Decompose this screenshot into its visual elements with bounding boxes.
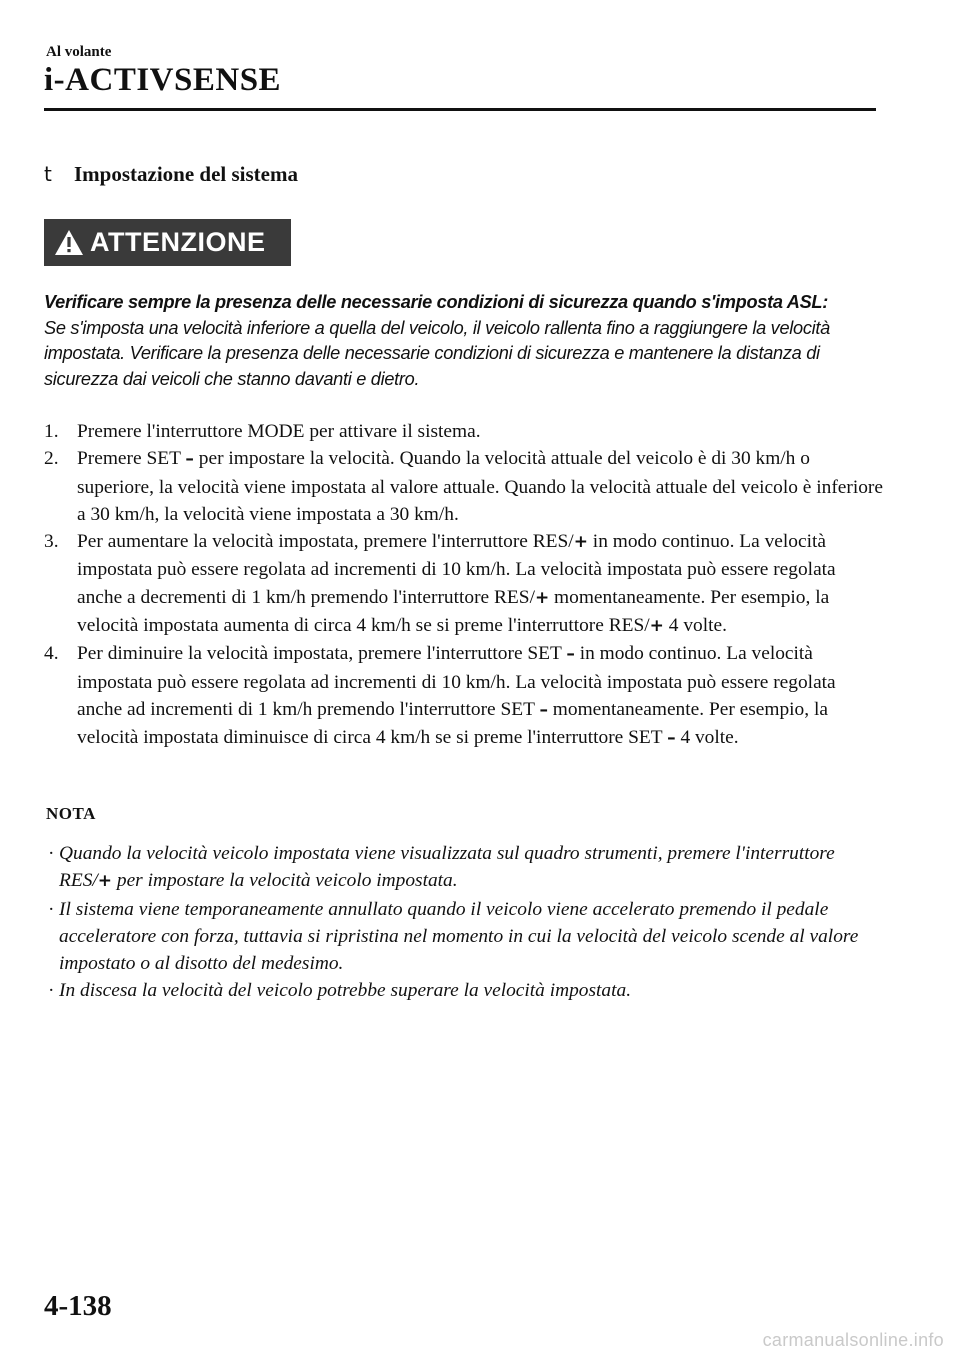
warning-body: Se s'imposta una velocità inferiore a quella del veicolo, il veicolo rallenta fino a raggiungere la velocità impostata. Verificare la presenza delle necessarie condizioni di sicurezza e mantenere la distanza di sicurezza dai veicoli che stanno davanti e dietro. xyxy=(44,317,830,389)
minus-icon: – xyxy=(539,699,548,720)
list-item xyxy=(44,445,884,528)
note-text: Quando la velocità veicolo impostata viene visualizzata sul quadro strumenti, premere l'interruttore RES/ xyxy=(59,843,835,892)
step-text: 4 volte. xyxy=(663,615,727,637)
step-text: Per aumentare la velocità impostata, premere l'interruttore RES/ xyxy=(77,531,574,553)
step-text: momentaneamente. Per esempio, la velocità impostata diminuisce di circa 4 km/h se si preme l'interruttore SET xyxy=(77,698,828,749)
note-text: In discesa la velocità del veicolo potrebbe superare la velocità impostata. xyxy=(59,980,632,1002)
subheading-marker: t xyxy=(44,162,52,186)
warning-banner xyxy=(44,219,291,266)
section-title: i-ACTIVSENSE xyxy=(44,62,282,98)
step-text: Premere l'interruttore MODE per attivare il sistema. xyxy=(77,421,481,442)
page-number: 4-138 xyxy=(44,1290,112,1322)
step-number: 1. xyxy=(44,421,59,442)
minus-icon: – xyxy=(185,449,194,470)
step-text: 4 volte. xyxy=(675,727,739,749)
step-text: momentaneamente. Per esempio, la velocità impostata aumenta di circa 4 km/h se si preme l'interruttore RES/ xyxy=(77,586,830,637)
plus-icon: + xyxy=(649,616,664,637)
list-item xyxy=(44,896,884,978)
plus-icon: + xyxy=(573,532,588,553)
list-item xyxy=(44,840,884,896)
step-number: 4. xyxy=(44,643,59,665)
step-text: per impostare la velocità. Quando la velocità attuale del veicolo è di 30 km/h o superiore, la velocità viene impostata al valore attuale. Quando la velocità attuale del veicolo è inferiore a 30 km/h, la velocità viene impostata a 30 km/h. xyxy=(77,448,883,525)
bullet-icon: · xyxy=(48,980,55,1002)
plus-icon: + xyxy=(97,871,113,892)
nota-label: NOTA xyxy=(46,804,96,823)
list-item xyxy=(44,977,884,1004)
warning-lead: Verificare sempre la presenza delle necessarie condizioni di sicurezza quando s'imposta ASL: xyxy=(44,292,828,312)
step-text: Per diminuire la velocità impostata, premere l'interruttore SET xyxy=(77,643,567,665)
note-text: Il sistema viene temporaneamente annullato quando il veicolo viene accelerato premendo il pedale acceleratore con forza, tuttavia si ripristina nel momento in cui la velocità del veicolo scende al valore impostato o al disotto del medesimo. xyxy=(59,898,859,975)
bullet-icon: · xyxy=(48,898,55,920)
note-text: per impostare la velocità veicolo impostata. xyxy=(112,870,458,892)
header-divider xyxy=(44,108,876,111)
step-number: 3. xyxy=(44,531,59,553)
warning-triangle-icon xyxy=(54,229,84,256)
plus-icon: + xyxy=(534,587,550,608)
list-item xyxy=(44,418,884,445)
step-text: Premere SET xyxy=(77,448,186,470)
list-item xyxy=(44,640,884,752)
subheading xyxy=(44,162,298,187)
minus-icon: – xyxy=(667,728,676,749)
watermark: carmanualsonline.info xyxy=(762,1330,944,1350)
list-item xyxy=(44,528,884,640)
step-text: in modo continuo. La velocità impostata può essere regolata ad incrementi di 10 km/h. La velocità impostata può essere regolata anche ad incrementi di 1 km/h premendo l'interruttore SET xyxy=(77,643,836,720)
bullet-icon: · xyxy=(48,843,55,864)
warning-label: ATTENZIONE xyxy=(90,227,266,257)
notes-list xyxy=(44,840,884,1005)
step-number: 2. xyxy=(44,448,59,470)
chapter-label: Al volante xyxy=(46,44,112,60)
warning-text xyxy=(44,290,884,392)
subheading-title: Impostazione del sistema xyxy=(74,162,298,186)
steps-list xyxy=(44,418,884,753)
step-text: in modo continuo. La velocità impostata può essere regolata ad incrementi di 10 km/h. La velocità impostata può essere regolata anche a decrementi di 1 km/h premendo l'interruttore RES/ xyxy=(77,531,836,608)
minus-icon: – xyxy=(566,644,575,665)
